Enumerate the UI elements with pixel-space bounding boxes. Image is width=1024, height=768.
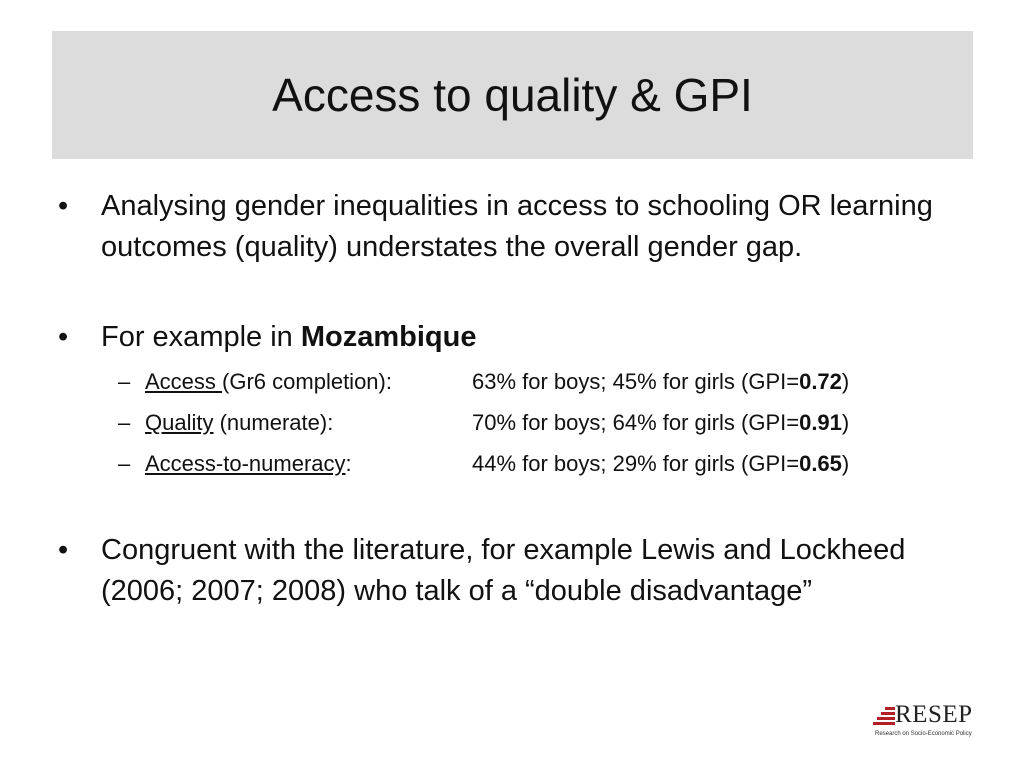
sub-label-rest: (Gr6 completion):: [222, 369, 392, 394]
slide-title: Access to quality & GPI: [272, 69, 753, 121]
value-close: ): [841, 451, 850, 476]
sub-label-rest: :: [345, 451, 352, 476]
bullet-marker: •: [58, 190, 69, 222]
value-text: 63% for boys; 45% for girls (GPI=: [472, 369, 800, 394]
staircase-icon: [873, 705, 897, 729]
bullet-gender-inequalities: [58, 186, 968, 311]
gpi-value: 0.65: [799, 451, 842, 476]
value-text: 70% for boys; 64% for girls (GPI=: [472, 410, 800, 435]
logo-name: RESEP: [895, 701, 973, 728]
sub-label: [145, 408, 333, 438]
bullet-prefix: For example in: [101, 321, 301, 353]
quality-link[interactable]: Quality: [145, 410, 214, 435]
sub-label: [145, 367, 392, 397]
sub-item-access-to-numeracy: [118, 449, 978, 479]
sub-item-quality: [118, 408, 978, 438]
bullet-text: Congruent with the literature, for example Lewis and Lockheed (2006; 2007; 2008) who talk of a “double disadvantage”: [101, 534, 906, 607]
value-close: ): [841, 410, 850, 435]
title-banner: [52, 31, 973, 159]
country-name: Mozambique: [300, 321, 477, 353]
bullet-literature: [58, 530, 968, 655]
sub-label: [145, 449, 352, 479]
value-close: ): [841, 369, 850, 394]
dash-marker: –: [118, 369, 131, 394]
dash-marker: –: [118, 410, 131, 435]
bullet-text: [101, 317, 961, 358]
value-text: 44% for boys; 29% for girls (GPI=: [472, 451, 800, 476]
sub-item-access: [118, 367, 978, 397]
logo-tagline: Research on Socio-Economic Policy: [875, 731, 972, 737]
bullet-marker: •: [58, 321, 69, 353]
gpi-value: 0.72: [799, 369, 842, 394]
bullet-mozambique-example: [58, 317, 968, 358]
dash-marker: –: [118, 451, 131, 476]
resep-logo: [873, 703, 985, 739]
sub-value: [472, 449, 849, 479]
sub-value: [472, 408, 849, 438]
sub-value: [472, 367, 849, 397]
gpi-value: 0.91: [799, 410, 842, 435]
access-to-numeracy-link[interactable]: Access-to-numeracy: [145, 451, 346, 476]
bullet-marker: •: [58, 534, 69, 566]
sub-label-rest: (numerate):: [213, 410, 334, 435]
access-link[interactable]: Access: [145, 369, 223, 394]
bullet-text: Analysing gender inequalities in access to schooling OR learning outcomes (quality) understates the overall gender gap.: [101, 190, 933, 263]
